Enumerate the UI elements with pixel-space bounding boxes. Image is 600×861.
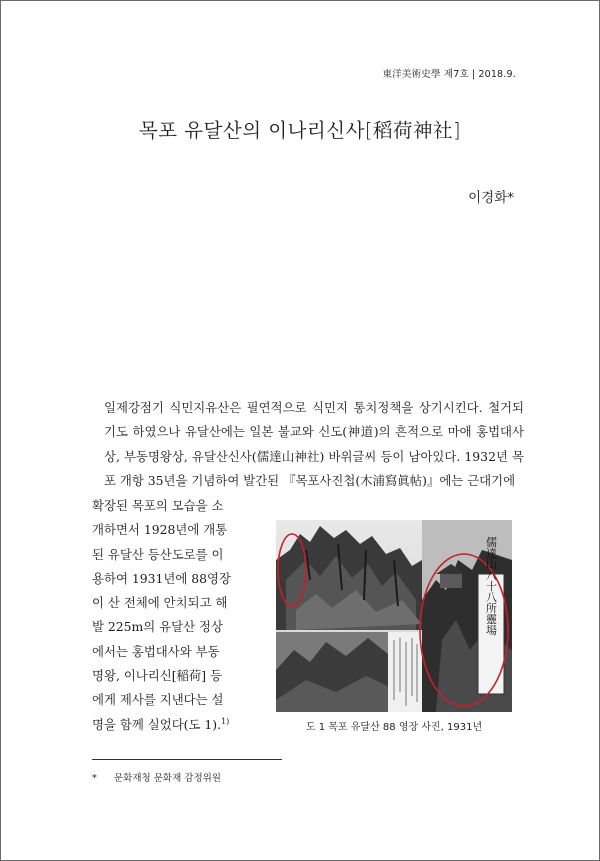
narrow-column: [92, 494, 270, 737]
inscription-text: 儒達山八十八所靈場: [484, 536, 498, 636]
figure-photo: [276, 520, 512, 712]
text-line: 확장된 목포의 모습을 소: [92, 498, 224, 513]
text-line: 에게 제사를 지낸다는 설: [92, 692, 224, 708]
running-header: [382, 66, 516, 80]
text-line: [92, 713, 270, 737]
body-paragraph: 일제강점기 식민지유산은 필연적으로 식민지 통치정책을 상기시킨다. 철거되기도 하였으나 유달산에는 일본 불교와 신도(神道)의 흔적으로 마애 홍법대사상, 부동명왕상, 유달산신사(儒達山神社) 바위글씨 등이 남아있다. 1932년 목포 개항 35년을 기념하여 발간된 『목포사진첩(木浦寫眞帖)』에는 근대기에: [104, 400, 524, 488]
footnote-reference[interactable]: 1): [221, 716, 230, 726]
text-line: 개하면서 1928년에 개통: [92, 522, 228, 538]
footnote-divider: [92, 759, 282, 760]
text-line: 된 유달산 등산도로를 이: [92, 546, 224, 562]
photo-collage: [276, 520, 512, 712]
footnote-mark: *: [92, 773, 97, 784]
journal-name: 東洋美術史學: [382, 69, 441, 80]
text-line: 용하여 1931년에 88영장: [92, 570, 231, 586]
text-line-end: 명을 함께 실었다(도 1).: [92, 716, 222, 732]
shrine-building: [440, 572, 462, 588]
text-line: 명왕, 이나리신[稲荷] 등: [92, 668, 223, 684]
article-title: 목포 유달산의 이나리신사[稻荷神社]: [138, 119, 462, 142]
text-line: 에서는 홍법대사와 부동: [92, 643, 220, 659]
text-line: 이 산 전체에 안치되고 해: [92, 595, 228, 611]
figure-caption: 도 1 목포 유달산 88 영장 사진, 1931년: [305, 722, 483, 733]
article-author: 이경화*: [468, 190, 514, 206]
footnote: [92, 770, 221, 784]
header-separator: |: [471, 69, 476, 80]
issue-date: 2018.9.: [478, 69, 516, 80]
issue-number: 제7호: [443, 69, 469, 80]
footnote-text: 문화재청 문화재 감정위원: [114, 773, 221, 784]
text-line: 발 225m의 유달산 정상: [92, 619, 224, 635]
